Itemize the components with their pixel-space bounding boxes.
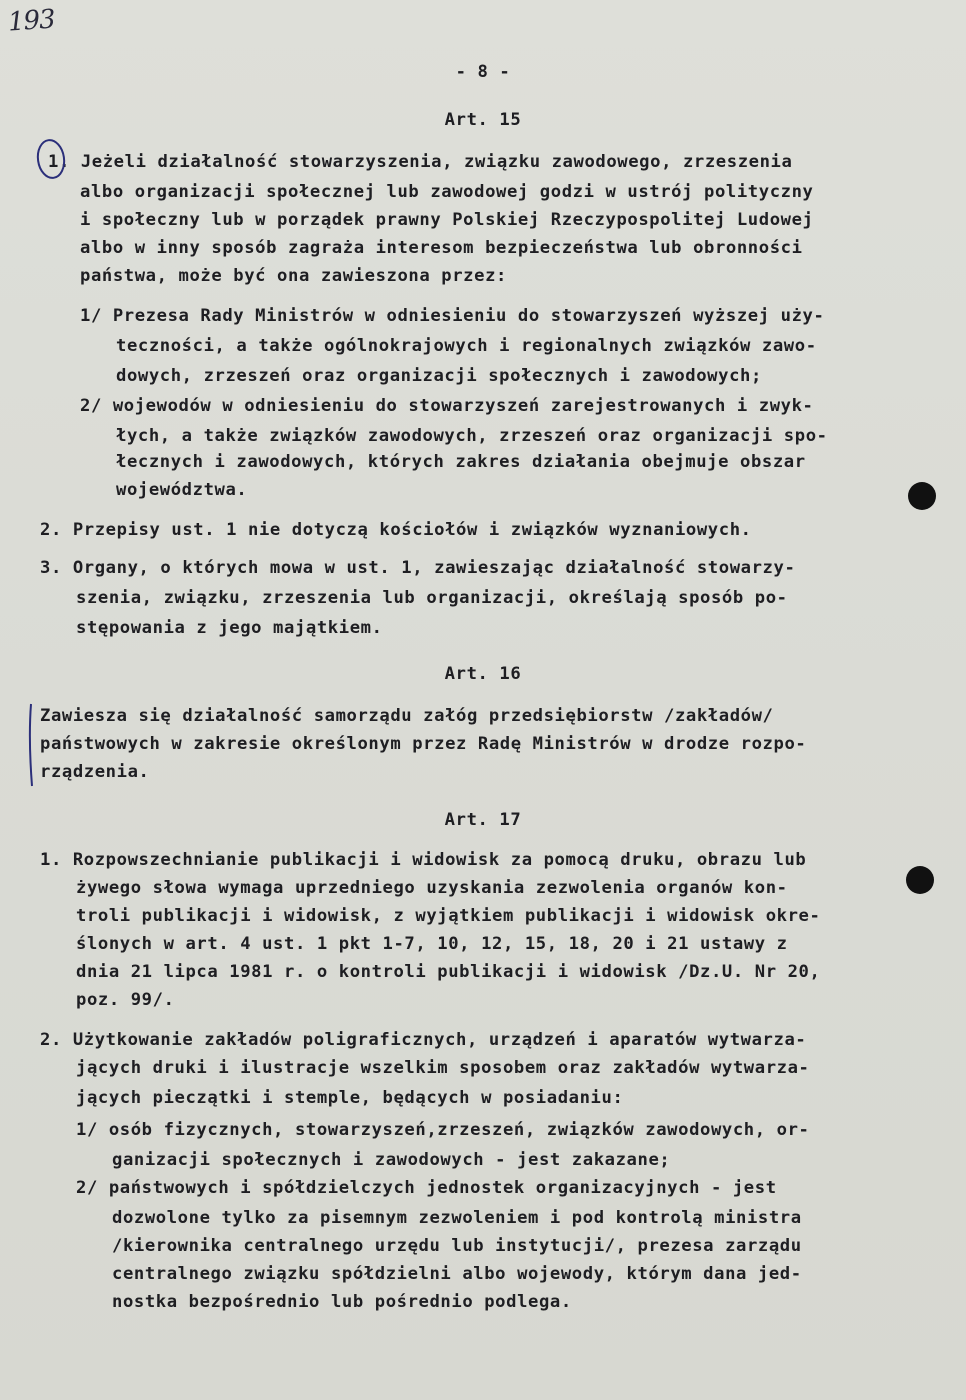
text-line: albo w inny sposób zagraża interesom bezpieczeństwa lub obronności [80, 238, 803, 258]
text-line: 2/ wojewodów w odniesieniu do stowarzyszeń zarejestrowanych i zwyk- [80, 396, 814, 416]
text-line: 1. Jeżeli działalność stowarzyszenia, związku zawodowego, zrzeszenia [48, 152, 793, 172]
archive-number: 193 [7, 4, 56, 38]
article-heading: Art. 15 [444, 110, 522, 130]
text-line: łecznych i zawodowych, których zakres działania obejmuje obszar [116, 452, 806, 472]
text-line: albo organizacji społecznej lub zawodowej godzi w ustrój polityczny [80, 182, 814, 202]
text-line: 1. Rozpowszechnianie publikacji i widowisk za pomocą druku, obrazu lub [40, 850, 807, 870]
text-line: ganizacji społecznych i zawodowych - jest zakazane; [112, 1150, 671, 1170]
text-line: żywego słowa wymaga uprzedniego uzyskania zezwolenia organów kon- [76, 878, 788, 898]
text-line: jących druki i ilustracje wszelkim sposobem oraz zakładów wytwarza- [76, 1058, 810, 1078]
text-line: państwa, może być ona zawieszona przez: [80, 266, 507, 286]
text-line: 3. Organy, o których mowa w ust. 1, zawieszając działalność stowarzy- [40, 558, 796, 578]
text-line: województwa. [116, 480, 248, 500]
text-line: dowych, zrzeszeń oraz organizacji społecznych i zawodowych; [116, 366, 762, 386]
text-line: ślonych w art. 4 ust. 1 pkt 1-7, 10, 12, 15, 18, 20 i 21 ustawy z [76, 934, 788, 954]
handwritten-margin-line [24, 700, 38, 790]
punch-hole [906, 866, 934, 894]
text-line: troli publikacji i widowisk, z wyjątkiem publikacji i widowisk okre- [76, 906, 821, 926]
text-line: centralnego związku spółdzielni albo wojewody, którym dana jed- [112, 1264, 802, 1284]
article-heading: Art. 16 [444, 664, 522, 684]
punch-hole [908, 482, 936, 510]
article-heading: Art. 17 [444, 810, 522, 830]
text-line: /kierownika centralnego urzędu lub instytucji/, prezesa zarządu [112, 1236, 802, 1256]
text-line: 2. Przepisy ust. 1 nie dotyczą kościołów i związków wyznaniowych. [40, 520, 752, 540]
text-line: Zawiesza się działalność samorządu załóg przedsiębiorstw /zakładów/ [40, 706, 774, 726]
text-line: jących pieczątki i stemple, będących w posiadaniu: [76, 1088, 624, 1108]
text-line: nostka bezpośrednio lub pośrednio podlega. [112, 1292, 572, 1312]
page-number: - 8 - [455, 62, 511, 82]
text-line: rządzenia. [40, 762, 150, 782]
text-line: 1/ Prezesa Rady Ministrów w odniesieniu do stowarzyszeń wyższej uży- [80, 306, 825, 326]
text-line: szenia, związku, zrzeszenia lub organizacji, określają sposób po- [76, 588, 788, 608]
handwritten-circle-mark [34, 136, 70, 182]
text-line: łych, a także związków zawodowych, zrzeszeń oraz organizacji spo- [116, 426, 828, 446]
text-line: 1/ osób fizycznych, stowarzyszeń,zrzeszeń, związków zawodowych, or- [76, 1120, 810, 1140]
text-line: stępowania z jego majątkiem. [76, 618, 383, 638]
text-line: poz. 99/. [76, 990, 175, 1010]
text-line: państwowych w zakresie określonym przez Radę Ministrów w drodze rozpo- [40, 734, 807, 754]
text-line: teczności, a także ogólnokrajowych i regionalnych związków zawo- [116, 336, 817, 356]
text-line: 2. Użytkowanie zakładów poligraficznych, urządzeń i aparatów wytwarza- [40, 1030, 807, 1050]
text-line: dnia 21 lipca 1981 r. o kontroli publikacji i widowisk /Dz.U. Nr 20, [76, 962, 821, 982]
text-line: i społeczny lub w porządek prawny Polskiej Rzeczypospolitej Ludowej [80, 210, 814, 230]
text-line: 2/ państwowych i spółdzielczych jednostek organizacyjnych - jest [76, 1178, 777, 1198]
text-line: dozwolone tylko za pisemnym zezwoleniem i pod kontrolą ministra [112, 1208, 802, 1228]
